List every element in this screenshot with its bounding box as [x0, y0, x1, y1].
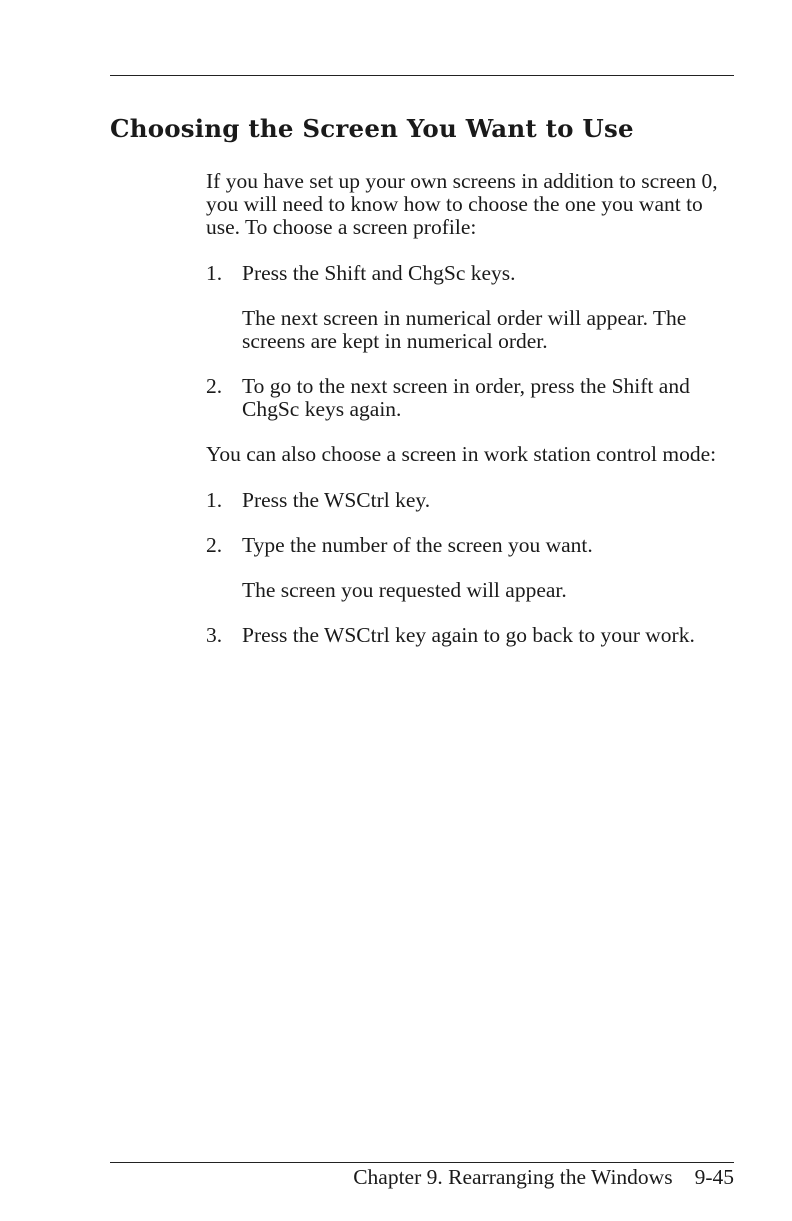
top-rule	[110, 75, 734, 76]
section-heading: Choosing the Screen You Want to Use	[110, 114, 634, 143]
intro-paragraph: If you have set up your own screens in addition to screen 0, you will need to know how to choose the one you want to use. To choose a screen profile:	[206, 169, 718, 239]
bottom-rule	[110, 1162, 734, 1163]
step-note: The screen you requested will appear.	[242, 578, 567, 602]
step-content	[242, 375, 736, 421]
step-content	[242, 489, 736, 512]
step-text: Press the Shift and ChgSc keys.	[242, 261, 516, 285]
list-item	[206, 534, 736, 602]
step-content	[242, 534, 736, 602]
control-mode-paragraph: You can also choose a screen in work station control mode:	[206, 442, 717, 466]
step-content	[242, 624, 736, 647]
page-footer	[353, 1165, 734, 1190]
step-number: 2.	[206, 533, 223, 557]
list-item	[206, 375, 736, 421]
step-text: To go to the next screen in order, press the Shift and ChgSc keys again.	[242, 374, 690, 421]
step-note: The next screen in numerical order will appear. The screens are kept in numerical order.	[242, 306, 687, 353]
list-item	[206, 624, 736, 647]
step-text: Type the number of the screen you want.	[242, 533, 593, 557]
step-text: Press the WSCtrl key.	[242, 488, 431, 512]
page-number: 9-45	[694, 1165, 734, 1189]
list-item	[206, 489, 736, 512]
step-text: Press the WSCtrl key again to go back to your work.	[242, 623, 695, 647]
step-number: 1.	[206, 261, 223, 285]
wsctrl-steps-list	[206, 489, 736, 647]
list-item	[206, 262, 736, 353]
step-number: 2.	[206, 374, 223, 398]
step-content	[242, 262, 736, 353]
step-number: 3.	[206, 623, 223, 647]
step-number: 1.	[206, 488, 223, 512]
footer-chapter: Chapter 9. Rearranging the Windows	[353, 1165, 673, 1189]
section-body	[206, 170, 736, 669]
shift-steps-list	[206, 262, 736, 421]
